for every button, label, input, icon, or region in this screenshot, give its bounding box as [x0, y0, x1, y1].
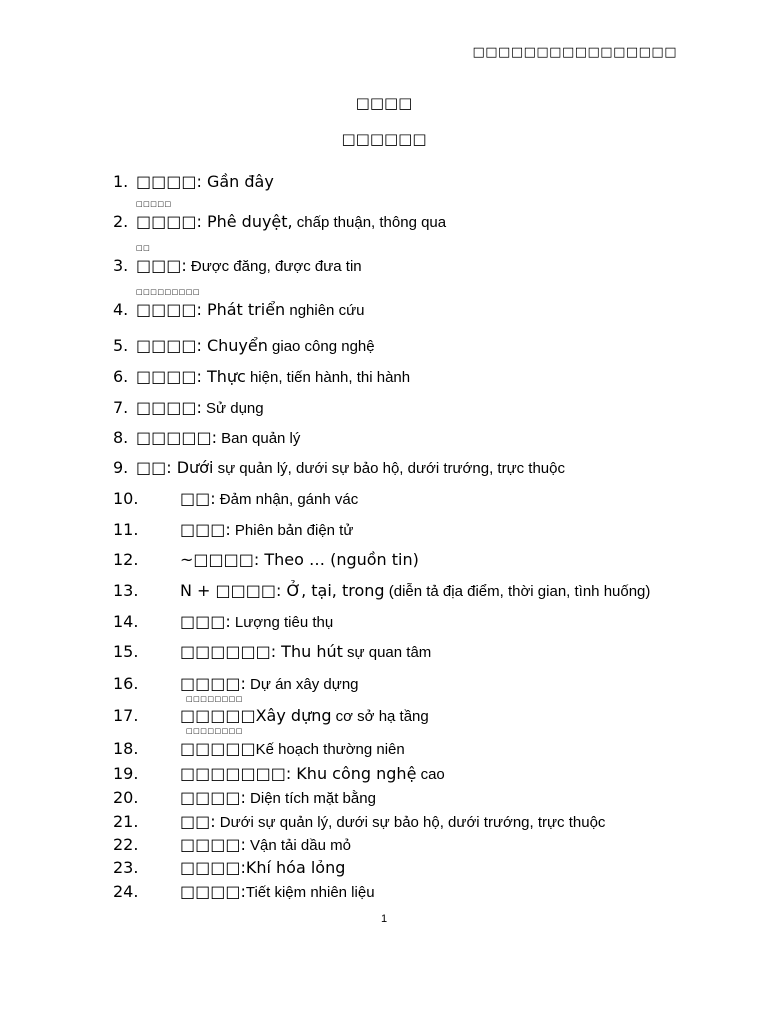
item-number: 14. [113, 612, 139, 631]
item-number: 12. [113, 550, 139, 569]
furigana-reading: □□□□□□□□ [186, 727, 243, 735]
vocab-meaning: Xây dựng [255, 706, 332, 725]
vocab-entry-line [180, 706, 429, 725]
page-title: □□□□ [355, 94, 413, 112]
item-number: 2. [113, 212, 129, 231]
vocab-meaning: Phát triển [201, 300, 286, 319]
vocab-entry-line [136, 212, 446, 231]
vocab-meaning: Thu hút [276, 642, 343, 661]
vocab-entry-line [180, 612, 333, 631]
item-number: 23. [113, 858, 139, 877]
vocab-meaning-detail: Phiên bản điện tử [230, 522, 354, 539]
vocab-entry-line [136, 367, 410, 386]
vocab-item [0, 642, 768, 664]
vocab-term: N + □□□□: [180, 581, 282, 600]
vocab-meaning-detail: Lượng tiêu thụ [230, 614, 334, 631]
vocab-entry-line [180, 550, 419, 569]
item-number: 10. [113, 489, 139, 508]
vocab-meaning-detail: sự quan tâm [342, 644, 432, 661]
vocab-meaning-detail: Vận tải dầu mỏ [245, 837, 351, 854]
vocab-entry-line [180, 858, 345, 877]
vocab-entry-line [136, 300, 364, 319]
vocab-term: □□□□□ [180, 706, 256, 725]
vocab-term: □□□□□: [136, 428, 217, 447]
furigana-reading: □□ [136, 244, 151, 252]
vocab-meaning: Theo … (nguồn tin) [259, 550, 419, 569]
vocab-entry-line [180, 581, 650, 600]
vocab-term: □□□□: [136, 398, 202, 417]
vocab-meaning-detail: Diện tích mặt bằng [245, 790, 376, 807]
vocab-entry-line [180, 489, 358, 508]
vocab-meaning: Gần đây [201, 172, 274, 191]
vocab-entry-line [180, 835, 351, 854]
vocab-term: □□□□: [136, 367, 202, 386]
vocab-item [0, 612, 768, 634]
vocab-meaning-detail: Tiết kiệm nhiên liệu [245, 884, 375, 901]
vocab-meaning-detail: chấp thuận, thông qua [292, 214, 447, 231]
vocab-meaning-detail: cao [416, 766, 445, 783]
vocab-meaning: Khí hóa lỏng [245, 858, 346, 877]
item-number: 9. [113, 458, 129, 477]
furigana-reading: □□□□□□□□□ [136, 288, 201, 296]
item-number: 17. [113, 706, 139, 725]
item-number: 8. [113, 428, 129, 447]
header-note: □□□□□□□□□□□□□□□□ [472, 45, 677, 60]
vocab-term: □□□□: [136, 212, 202, 231]
vocab-meaning-detail: Dưới sự quản lý, dưới sự bảo hộ, dưới trướng, trực thuộc [215, 814, 606, 831]
vocab-meaning-detail: sự quản lý, dưới sự bảo hộ, dưới trướng, trực thuộc [213, 460, 565, 477]
vocab-meaning-detail: Đảm nhận, gánh vác [215, 491, 359, 508]
vocab-term: □□□□: [180, 788, 246, 807]
vocab-item [0, 212, 768, 234]
vocab-item [0, 858, 768, 880]
vocab-entry-line [136, 172, 274, 191]
vocab-meaning-detail: Sử dụng [201, 400, 264, 417]
item-number: 16. [113, 674, 139, 693]
vocab-item [0, 706, 768, 728]
item-number: 22. [113, 835, 139, 854]
item-number: 24. [113, 882, 139, 901]
vocab-term: □□□: [180, 612, 231, 631]
vocab-term: □□□□□□□: [180, 764, 292, 783]
vocab-item [0, 172, 768, 194]
vocab-item [0, 764, 768, 786]
item-number: 13. [113, 581, 139, 600]
vocab-item [0, 489, 768, 511]
vocab-item [0, 256, 768, 278]
vocab-meaning-detail: Kế hoạch thường niên [255, 741, 405, 758]
vocab-item [0, 336, 768, 358]
item-number: 18. [113, 739, 139, 758]
item-number: 19. [113, 764, 139, 783]
vocab-term: □□□□: [180, 835, 246, 854]
item-number: 20. [113, 788, 139, 807]
vocab-entry-line [180, 764, 445, 783]
vocab-term: □□□□: [180, 882, 246, 901]
vocab-item [0, 520, 768, 542]
vocab-entry-line [180, 882, 375, 901]
vocab-term: □□□□: [136, 172, 202, 191]
vocab-item [0, 367, 768, 389]
vocab-meaning-detail: giao công nghệ [267, 338, 375, 355]
vocab-entry-line [180, 812, 605, 831]
vocab-term: □□□□: [180, 858, 246, 877]
furigana-reading: □□□□□ [136, 200, 172, 208]
vocab-term: □□: [136, 458, 172, 477]
vocab-entry-line [136, 336, 375, 355]
vocab-item [0, 812, 768, 834]
item-number: 11. [113, 520, 139, 539]
vocab-meaning: Chuyển [201, 336, 268, 355]
vocab-item [0, 788, 768, 810]
vocab-term: □□□□: [136, 300, 202, 319]
vocab-item [0, 882, 768, 904]
vocab-item [0, 458, 768, 480]
vocab-meaning: Ở, tại, trong [281, 581, 385, 600]
vocab-meaning-detail: nghiên cứu [285, 302, 365, 319]
vocab-entry-line [136, 256, 362, 275]
vocab-meaning-detail: hiện, tiến hành, thi hành [245, 369, 411, 386]
vocab-item [0, 835, 768, 857]
item-number: 1. [113, 172, 129, 191]
vocab-item [0, 581, 768, 603]
item-number: 4. [113, 300, 129, 319]
item-number: 6. [113, 367, 129, 386]
vocab-item [0, 300, 768, 322]
vocab-entry-line [180, 739, 405, 758]
vocab-term: □□□□□ [180, 739, 256, 758]
item-number: 7. [113, 398, 129, 417]
vocab-meaning-detail: Ban quản lý [216, 430, 301, 447]
vocab-entry-line [180, 674, 359, 693]
vocab-term: □□: [180, 812, 216, 831]
vocab-item [0, 550, 768, 572]
vocab-term: □□□□: [136, 336, 202, 355]
vocab-entry-line [180, 520, 353, 539]
vocab-entry-line [136, 428, 300, 447]
vocab-item [0, 398, 768, 420]
vocab-meaning: Thực [201, 367, 246, 386]
vocab-term: □□□: [136, 256, 187, 275]
vocab-entry-line [136, 398, 264, 417]
vocab-term: □□□□: [180, 674, 246, 693]
vocab-meaning: Phê duyệt, [201, 212, 293, 231]
vocab-term: ~□□□□: [180, 550, 260, 569]
item-number: 5. [113, 336, 129, 355]
vocab-term: □□: [180, 489, 216, 508]
vocab-term: □□□□□□: [180, 642, 277, 661]
vocab-entry-line [180, 642, 431, 661]
vocab-meaning-detail: (diễn tả địa điểm, thời gian, tình huống) [384, 583, 651, 600]
item-number: 15. [113, 642, 139, 661]
item-number: 21. [113, 812, 139, 831]
vocab-meaning: Khu công nghệ [291, 764, 417, 783]
vocab-item [0, 428, 768, 450]
vocab-item [0, 739, 768, 761]
vocab-entry-line [180, 788, 376, 807]
item-number: 3. [113, 256, 129, 275]
vocab-meaning-detail: Được đăng, được đưa tin [186, 258, 362, 275]
vocab-entry-line [136, 458, 565, 477]
page-number: 1 [380, 913, 388, 925]
vocab-meaning-detail: Dự án xây dựng [245, 676, 359, 693]
page-subtitle: □□□□□□ [341, 130, 427, 148]
furigana-reading: □□□□□□□□ [186, 695, 243, 703]
vocab-term: □□□: [180, 520, 231, 539]
vocab-meaning-detail: cơ sở hạ tầng [331, 708, 429, 725]
vocab-item [0, 674, 768, 696]
vocab-meaning: Dưới [171, 458, 214, 477]
